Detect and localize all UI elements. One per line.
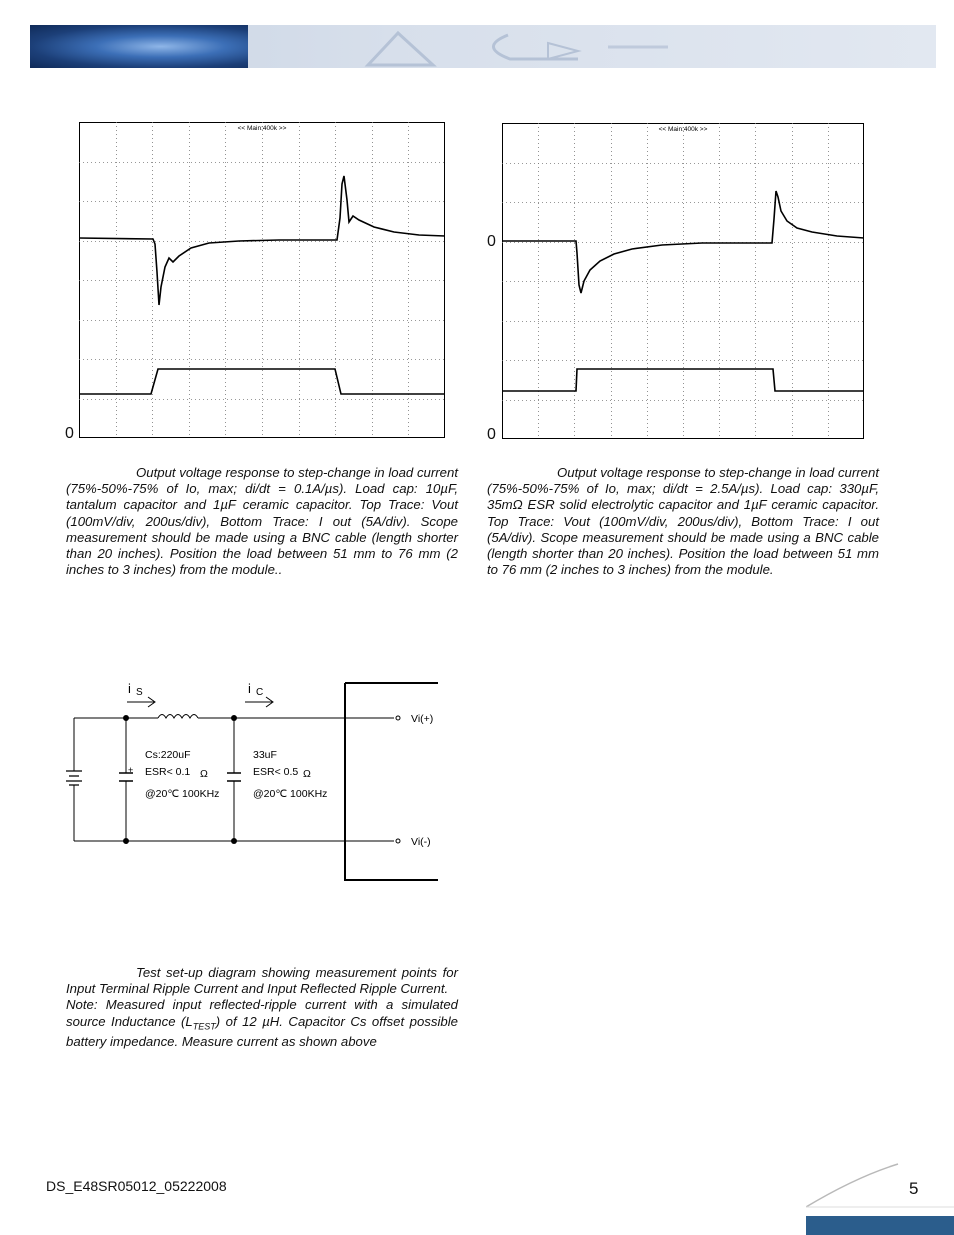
c2-cond: @20℃ 100KHz [253, 788, 328, 800]
scope-right-zero-top: 0 [487, 233, 496, 250]
inductor-symbol [158, 715, 198, 719]
ic-label: i [248, 681, 251, 696]
scope-left-header: << Main:400k >> [237, 125, 287, 132]
cs-ohm: Ω [200, 768, 208, 780]
vi-minus-label: Vi(-) [411, 836, 431, 848]
is-arrow [127, 697, 155, 707]
cs-esr: ESR< 0.1 [145, 766, 191, 778]
c2-ohm: Ω [303, 768, 311, 780]
note-part-a: Note: Measured input reflected-ripple current with a simulated source Inductance (L [66, 997, 458, 1029]
banner-photo [30, 25, 248, 68]
banner-watermark [248, 25, 936, 68]
vi-plus-label: Vi(+) [411, 713, 434, 725]
header-banner [30, 25, 936, 68]
caption-left-text: Output voltage response to step-change in load current (75%-50%-75% of Io, max; di/dt = 0.1A/µs). Load cap: 10µF, tantalum capacitor and 1µF ceramic capacitor. Top Trace: Vout (100mV/div, 200us/div), Bottom Trace: I out (5A/div). Scope measurement should be made using a BNC cable (length shorter than 20 inches). Position the load between 51 mm to 76 mm (2 inches to 3 inches) from the module.. [66, 465, 458, 578]
c2-esr: ESR< 0.5 [253, 766, 299, 778]
scope-right-plot [502, 123, 864, 439]
caption-circuit [66, 965, 458, 1051]
caption-circuit-main [66, 965, 458, 997]
is-subscript: S [136, 687, 143, 698]
cs-value: Cs:220uF [145, 749, 191, 761]
note-subscript: TEST [192, 1021, 216, 1032]
capacitor-c2-symbol [227, 773, 241, 781]
scope-right [502, 123, 864, 439]
footer-doc-id: DS_E48SR05012_05222008 [46, 1178, 227, 1194]
scope-right-zero-bottom: 0 [487, 426, 496, 443]
page-number: 5 [909, 1179, 919, 1198]
scope-left [79, 122, 445, 438]
circuit-diagram [62, 675, 447, 895]
scope-left-plot [79, 122, 445, 438]
c2-value: 33uF [253, 749, 277, 761]
caption-circuit-text: Test set-up diagram showing measurement points for Input Terminal Ripple Current and Input Reflected Ripple Current. [66, 965, 458, 997]
cs-cond: @20℃ 100KHz [145, 788, 220, 800]
ic-subscript: C [256, 687, 264, 698]
cs-plus: + [128, 765, 134, 775]
caption-right-text: Output voltage response to step-change in load current (75%-50%-75% of Io, max; di/dt = 2.5A/µs). Load cap: 330µF, 35mΩ ESR solid electrolytic capacitor and 1µF ceramic capacitor. Top Trace: Vout (100mV/div, 200us/div), Bottom Trace: I out (5A/div). Scope measurement should be made using a BNC cable (length shorter than 20 inches). Position the load between 51 mm to 76 mm (2 inches to 3 inches) from the module. [487, 465, 879, 578]
caption-right [487, 465, 879, 578]
footer-corner-graphic [806, 1162, 954, 1235]
scope-left-zero: 0 [65, 425, 74, 442]
ic-arrow [245, 697, 273, 707]
is-label: i [128, 681, 131, 696]
caption-circuit-note [66, 997, 458, 1050]
battery-symbol [66, 771, 82, 785]
scope-right-header: << Main:400k >> [658, 126, 708, 133]
caption-left [66, 465, 458, 578]
note-part-b: ) of 12 µH. Capacitor Cs offset possible battery impedance. Measure current as shown above [66, 1013, 458, 1050]
